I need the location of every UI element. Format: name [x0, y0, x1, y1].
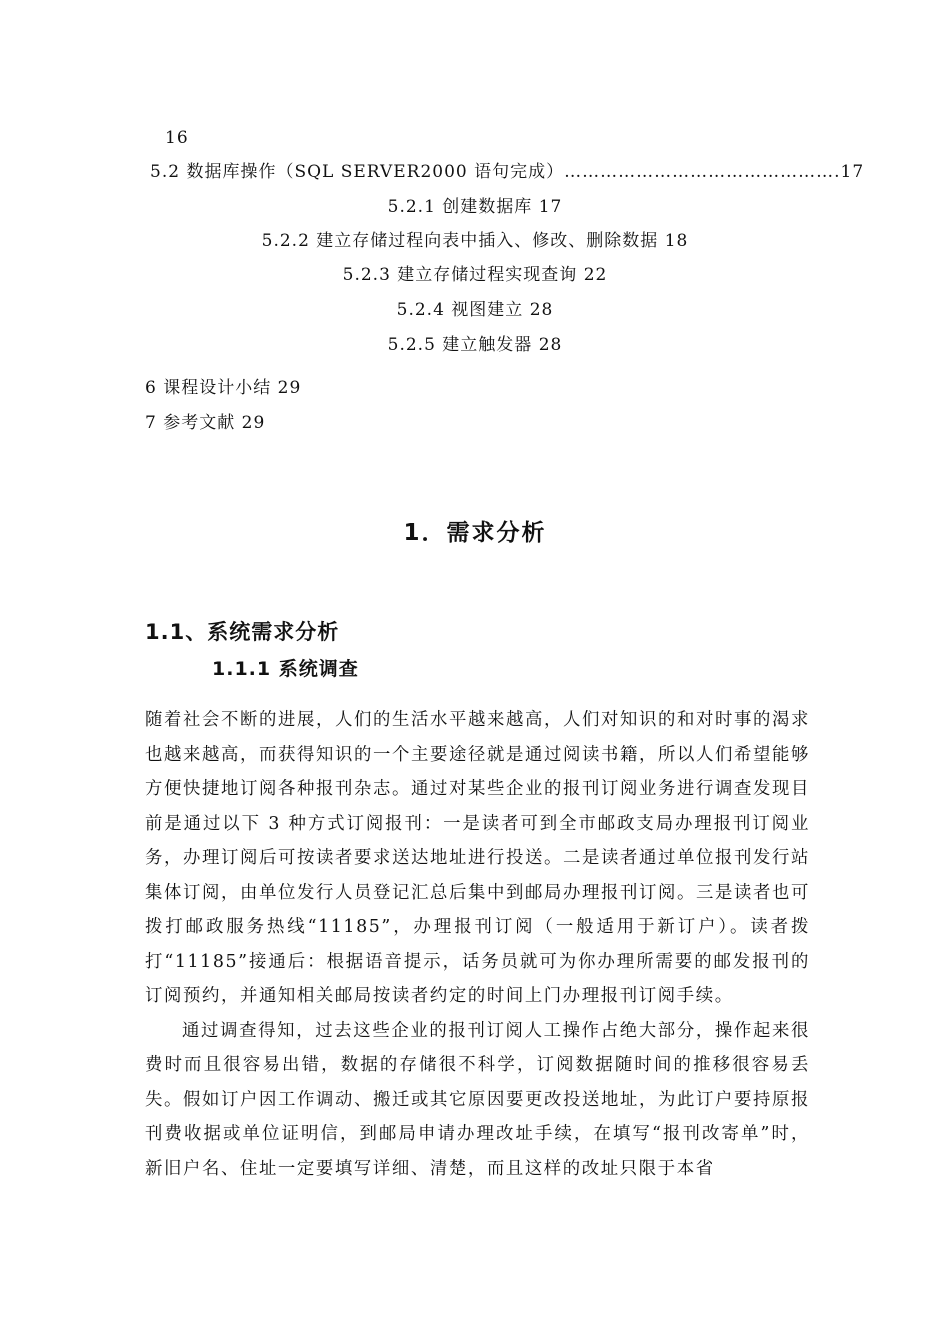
section-title: 1．需求分析 [403, 520, 547, 546]
toc-item-5-2-2: 5.2.2 建立存储过程向表中插入、修改、删除数据 18 [261, 231, 689, 251]
toc-item-5-2-4: 5.2.4 视图建立 28 [396, 300, 554, 320]
toc-item-5-2-1: 5.2.1 创建数据库 17 [387, 197, 563, 217]
paragraph-survey: 随着社会不断的进展，人们的生活水平越来越高，人们对知识的和对时事的渴求也越来越高，而获得知识的一个主要途径就是通过阅读书籍，所以人们希望能够方便快捷地订阅各种报刊杂志。通过对某些企业的报刊订阅业务进行调查发现目前是通过以下 3 种方式订阅报刊：一是读者可到全市邮政支局办理报刊订阅业务，办理订阅后可按读者要求送达地址进行投送。二是读者通过单位报刊发行站集体订阅，由单位发行人员登记汇总后集中到邮局办理报刊订阅。三是读者也可拨打邮政服务热线“11185”，办理报刊订阅（一般适用于新订户）。读者拨打“11185”接通后：根据语音提示，话务员就可为你办理所需要的邮发报刊的订阅预约，并通知相关邮局按读者约定的时间上门办理报刊订阅手续。 [145, 710, 810, 1006]
toc-page-number: 16 [165, 128, 189, 148]
toc-item-5-2: 5.2 数据库操作（SQL SERVER2000 语句完成）……………………………………….17 [150, 162, 865, 182]
paragraph-findings: 通过调查得知，过去这些企业的报刊订阅人工操作占绝大部分，操作起来很费时而且很容易出错，数据的存储很不科学，订阅数据随时间的推移很容易丢失。假如订户因工作调动、搬迁或其它原因要更改投送地址，为此订户要持原报刊费收据或单位证明信，到邮局申请办理改址手续，在填写“报刊改寄单”时，新旧户名、住址一定要填写详细、清楚，而且这样的改址只限于本省 [145, 1020, 810, 1179]
toc-item-5-2-3: 5.2.3 建立存储过程实现查询 22 [342, 265, 608, 285]
toc-item-6: 6 课程设计小结 29 [145, 378, 302, 398]
subsection-title: 1.1、系统需求分析 [145, 620, 340, 644]
subsubsection-title: 1.1.1 系统调查 [212, 658, 359, 680]
toc-item-7: 7 参考文献 29 [145, 413, 266, 433]
toc-item-5-2-5: 5.2.5 建立触发器 28 [387, 335, 563, 355]
body-text [145, 703, 810, 1186]
